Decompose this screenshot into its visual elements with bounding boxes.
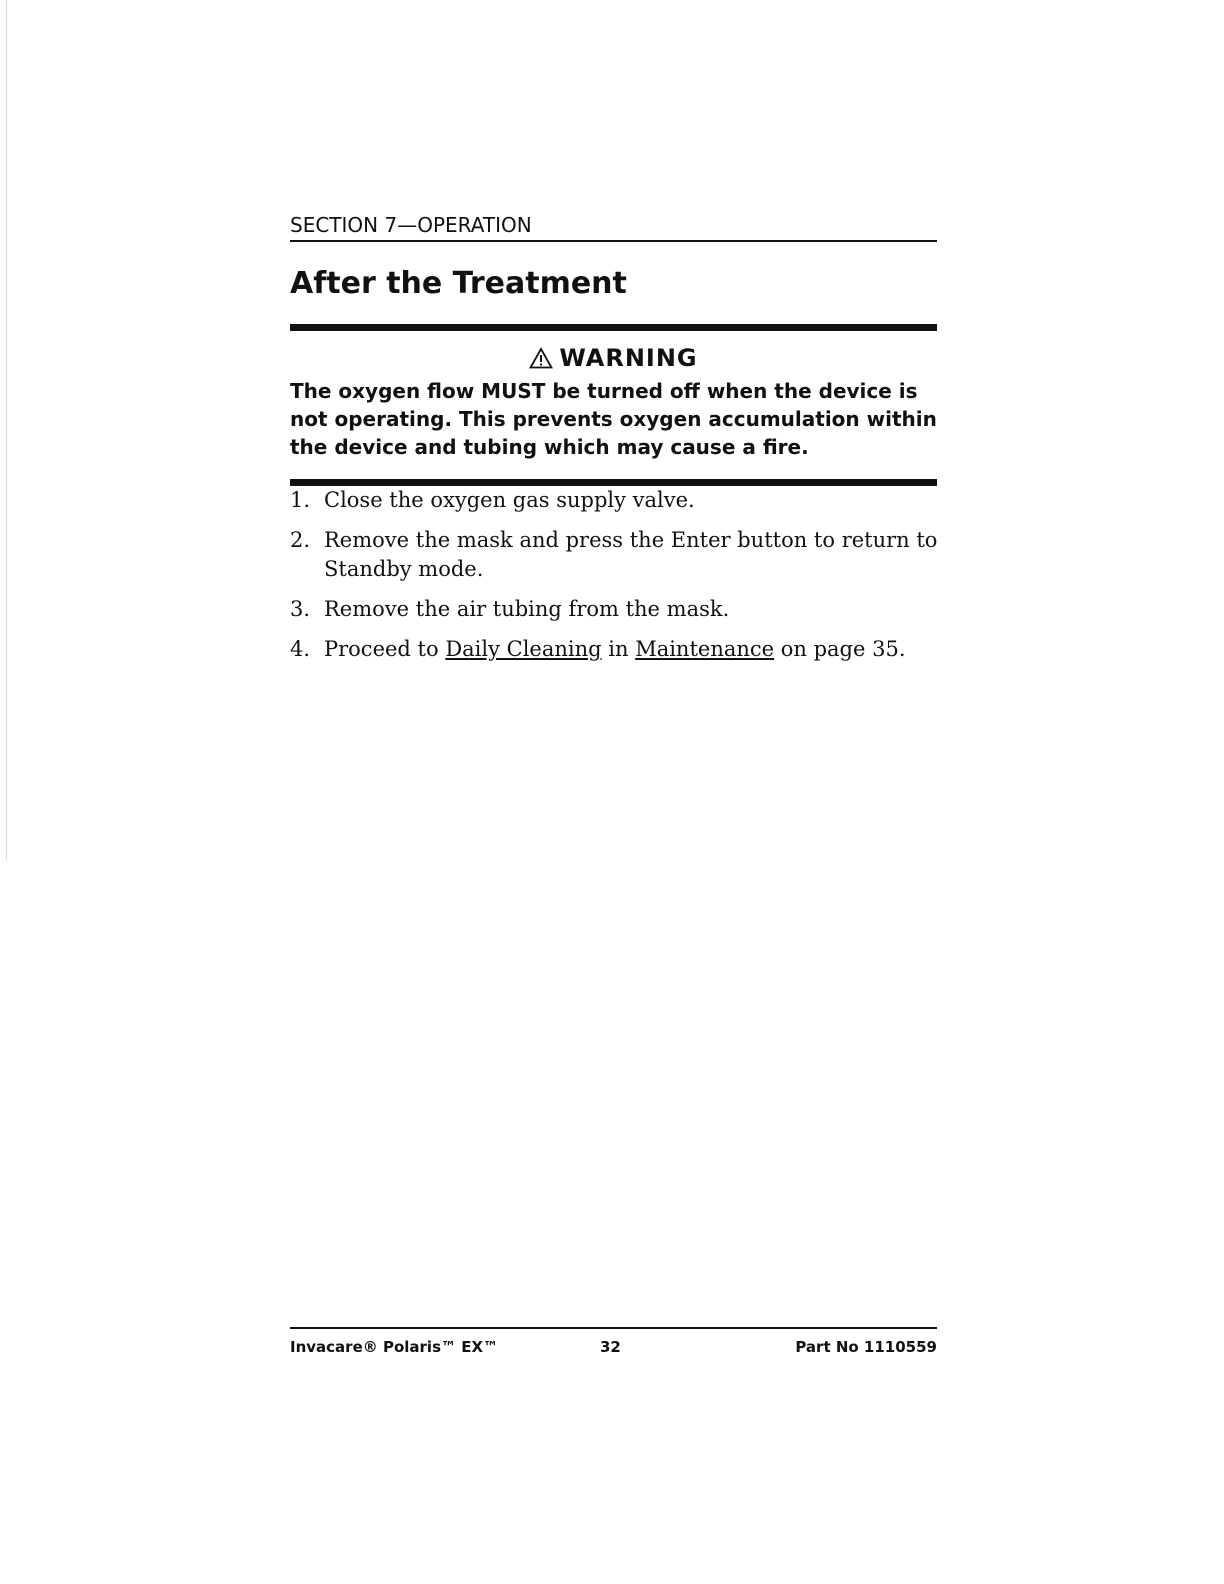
step-number: 2. [290,528,311,552]
step-text-suffix: on page 35. [774,637,906,661]
scan-edge-line [6,0,7,860]
page-title: After the Treatment [290,266,627,301]
list-item [290,486,940,515]
warning-triangle-icon [529,347,553,369]
step-text-prefix: Proceed to [324,637,446,661]
step-number: 3. [290,597,311,621]
step-text: Remove the mask and press the Enter button to return to Standby mode. [324,528,938,581]
step-text [324,637,906,661]
list-item [290,595,940,624]
list-item [290,635,940,664]
warning-text: The oxygen flow MUST be turned off when the device is not operating. This prevents oxygen accumulation within the device and tubing which may cause a fire. [290,379,937,459]
step-text: Close the oxygen gas supply valve. [324,488,695,512]
steps-list [290,486,940,675]
warning-box [290,324,937,486]
footer-part-number: Part No 1110559 [795,1338,937,1356]
list-item [290,526,940,584]
footer-product: Invacare® Polaris™ EX™ [290,1338,499,1356]
maintenance-link[interactable]: Maintenance [635,637,775,661]
step-text: Remove the air tubing from the mask. [324,597,730,621]
footer-page-number: 32 [600,1338,621,1356]
warning-heading [290,341,937,375]
step-text-middle: in [601,637,636,661]
daily-cleaning-link[interactable]: Daily Cleaning [445,637,602,661]
step-number: 4. [290,637,311,661]
section-header: SECTION 7—OPERATION [290,212,937,242]
warning-title: WARNING [559,344,698,372]
step-number: 1. [290,488,311,512]
page-footer [290,1327,937,1359]
